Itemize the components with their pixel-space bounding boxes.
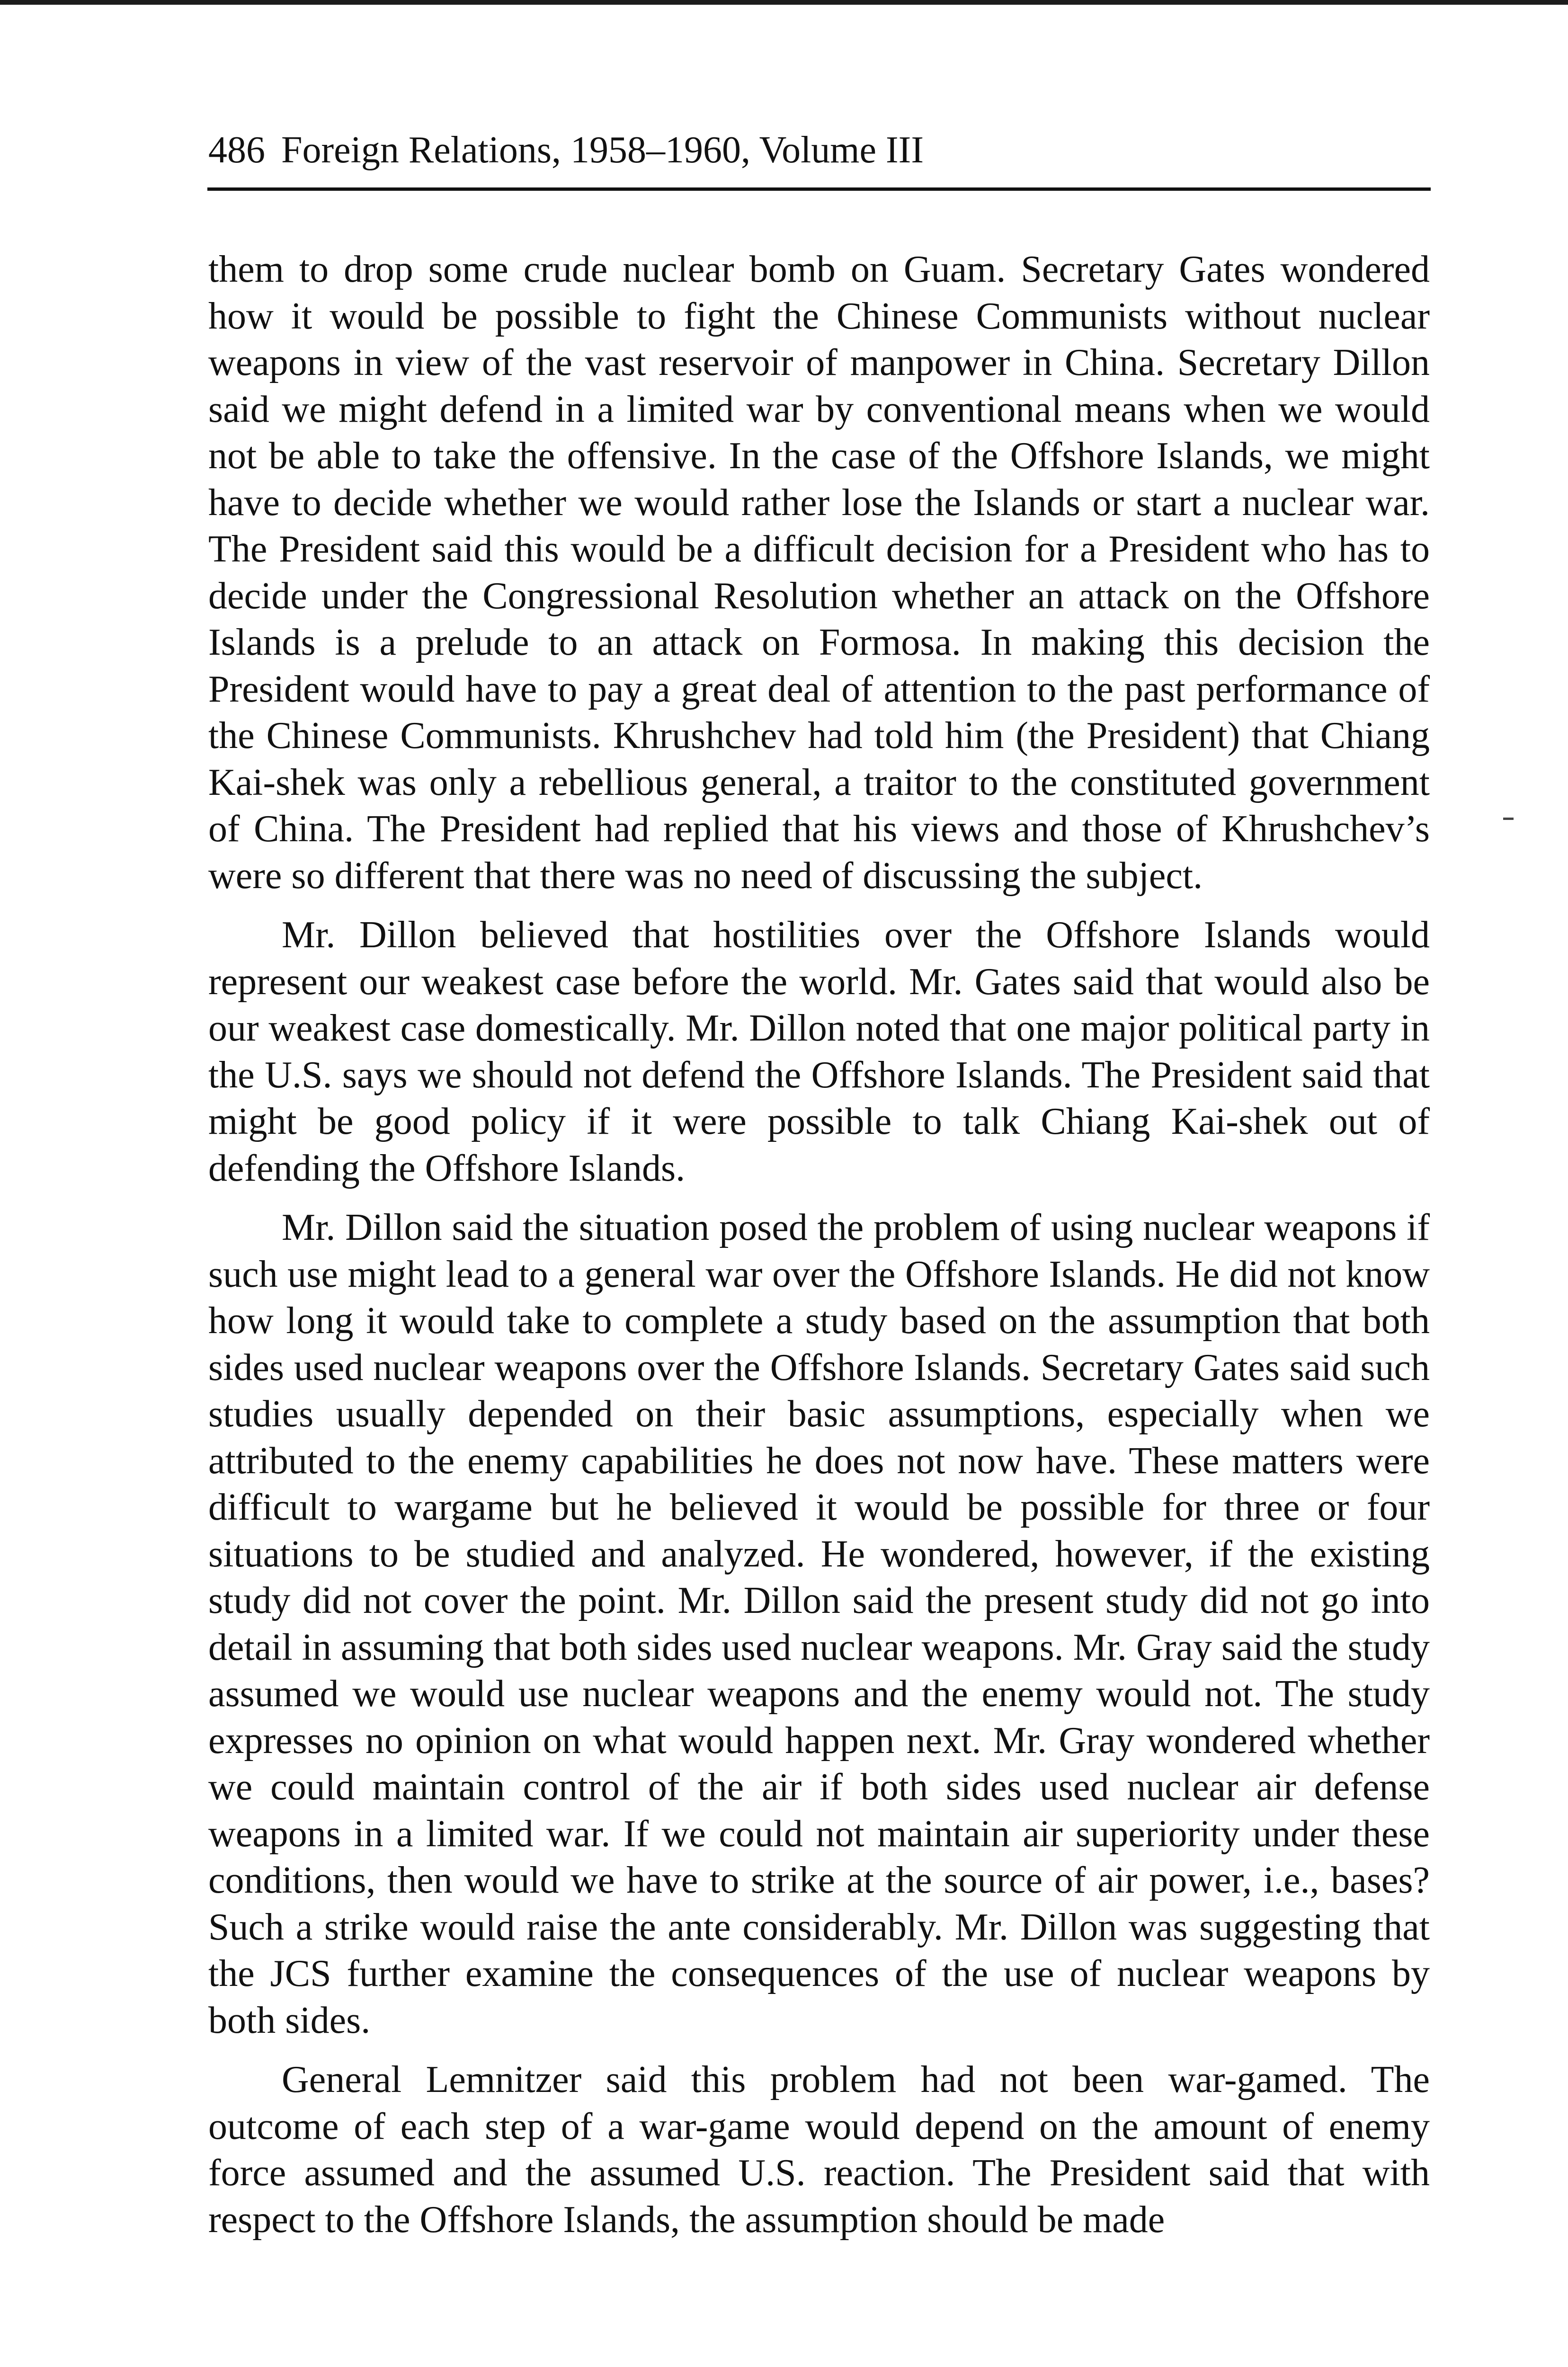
margin-tick-mark [1503, 818, 1514, 820]
paragraph-continued: them to drop some crude nuclear bomb on Guam. Secretary Gates wondered how it would be possible to fight the Chinese Communists without nuclear weapons in view of the vast reservoir of manpower in China. Secretary Dillon said we might defend in a limited war by conventional means when we would not be able to take the offensive. In the case of the Offshore Islands, we might have to decide whether we would rather lose the Islands or start a nuclear war. The President said this would be a difficult decision for a President who has to decide under the Congressional Resolution whether an attack on the Offshore Islands is a prelude to an attack on Formosa. In making this decision the President would have to pay a great deal of attention to the past performance of the Chinese Communists. Khrushchev had told him (the President) that Chiang Kai-shek was only a rebellious general, a traitor to the constituted government of China. The President had replied that his views and those of Khrushchev’s were so different that there was no need of discussing the subject. [208, 249, 1430, 897]
page-top-edge [0, 0, 1568, 5]
header-rule [207, 187, 1431, 191]
running-title: Foreign Relations, 1958–1960, Volume III [281, 129, 924, 171]
page-number: 486 [208, 129, 265, 171]
running-header [208, 124, 1430, 176]
paragraph-dillon-nuclear-study: Mr. Dillon said the situation posed the problem of using nuclear weapons if such use might lead to a general war over the Offshore Islands. He did not know how long it would take to complete a study based on the assumption that both sides used nuclear weapons over the Offshore Islands. Secretary Gates said such studies usually depended on their basic assumptions, especially when we attributed to the enemy capabilities he does not now have. These matters were difficult to wargame but he believed it would be possible for three or four situations to be studied and analyzed. He wondered, however, if the existing study did not cover the point. Mr. Dillon said the present study did not go into detail in assuming that both sides used nuclear weapons. Mr. Gray said the study assumed we would use nuclear weapons and the enemy would not. The study expresses no opinion on what would happen next. Mr. Gray wondered whether we could maintain control of the air if both sides used nuclear air defense weapons in a limited war. If we could not maintain air superiority under these conditions, then would we have to strike at the source of air power, i.e., bases? Such a strike would raise the ante considerably. Mr. Dillon was suggesting that the JCS further examine the consequences of the use of nuclear weapons by both sides. [208, 1207, 1430, 2041]
paragraph-lemnitzer-war-game: General Lemnitzer said this problem had not been war-gamed. The outcome of each step of a war-game would depend on the amount of enemy force assumed and the assumed U.S. reaction. The President said that with respect to the Offshore Islands, the assumption should be made [208, 2059, 1430, 2241]
document-body [208, 246, 1430, 2243]
paragraph-dillon-hostilities: Mr. Dillon believed that hostilities over the Offshore Islands would represent our weakest case before the world. Mr. Gates said that would also be our weakest case domestically. Mr. Dillon noted that one major political party in the U.S. says we should not defend the Offshore Islands. The President said that might be good policy if it were possible to talk Chiang Kai-shek out of defending the Offshore Islands. [208, 914, 1430, 1189]
